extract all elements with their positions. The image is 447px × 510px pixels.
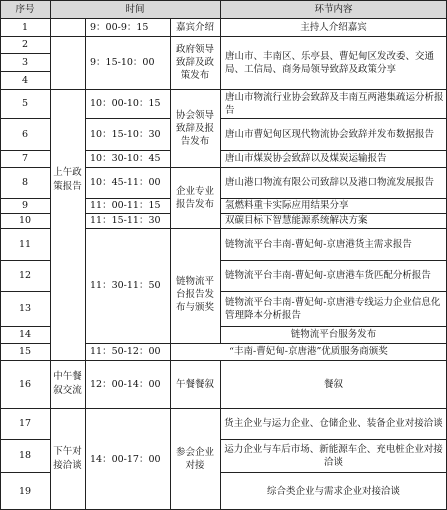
row-num-8: 8 [21,177,29,188]
session-noon-lunch: 中午餐叙交流 [53,371,82,396]
border-col-time [170,18,171,510]
row-content-5: 唐山市物流行业协会致辞及丰南互两港集疏运分析报告 [225,91,444,116]
border-row-14b [85,343,447,344]
header-num: 序号 [15,3,35,15]
row-num-4: 4 [21,74,29,86]
border-row-2 [0,53,50,54]
row-num-13: 13 [18,303,32,314]
row-num-9: 9 [21,200,29,211]
row-content-12: 链物流平台丰南-曹妃甸-京唐港车货匹配分析报告 [225,270,431,281]
border-row-5 [0,118,50,119]
border-row-6 [0,150,50,151]
border-header [0,18,447,19]
row-num-19: 19 [18,485,32,497]
border-row-17b [220,439,447,440]
border-row-11b [220,260,447,261]
row-content-11: 链物流平台丰南-曹妃甸-京唐港货主需求报告 [225,238,412,250]
border-row-16 [0,408,447,409]
row-time-2-4: 9：15-10：00 [90,57,155,68]
border-row-12b [220,291,447,292]
row-num-17: 17 [18,418,32,429]
row-time-15: 11：50-12：00 [90,346,161,357]
row-num-10: 10 [18,215,32,226]
border-row-13 [0,326,50,327]
border-left [0,0,1,510]
row-time-17-19: 14：00-17：00 [90,453,161,465]
border-row-9c [220,213,447,214]
border-col-session [85,18,86,510]
border-row-9 [0,213,50,214]
row-num-14: 14 [18,329,32,340]
row-time-1: 9：00-9：15 [90,21,149,33]
row-num-7: 7 [21,153,29,164]
row-num-1: 1 [21,21,29,33]
row-time-6: 10：15-10：30 [90,128,161,140]
row-content-16: 餐叙 [323,378,343,390]
row-num-2: 2 [21,39,29,50]
row-content-10: 双碳目标下智慧能源系统解决方案 [225,215,368,226]
row-num-11: 11 [18,238,32,250]
row-content-8: 唐山港口物流有限公司致辞以及港口物流发展报告 [225,177,435,188]
row-content-15: “丰南-曹妃甸-京唐港”优质服务商颁奖 [229,346,388,357]
border-row-18b [220,472,447,473]
border-row-6b [85,150,170,151]
row-content-14: 链物流平台服务发布 [290,329,377,340]
border-row-8c [220,198,447,199]
row-time-7: 10：30-10：45 [90,153,161,164]
border-row-8 [0,198,50,199]
border-row-18 [0,472,50,473]
session-afternoon: 下午对接洽谈 [53,446,82,471]
row-time-11-14: 11：30-11：50 [90,280,161,291]
row-content-6: 唐山市曹妃甸区现代物流协会致辞并发布数据报告 [225,128,435,140]
border-row-17 [0,439,50,440]
border-col-category-b [220,360,221,510]
row-time-9: 11：00-11：15 [90,200,161,211]
row-category-8-10: 企业专业报告发布 [175,185,214,210]
row-content-1: 主持人介绍嘉宾 [300,21,367,33]
border-row-15 [0,360,447,361]
row-num-12: 12 [18,270,32,281]
border-row-4 [0,89,447,90]
row-category-17-19: 参会企业对接 [175,447,214,471]
row-num-16: 16 [18,378,32,390]
border-row-1 [0,36,447,37]
row-content-17: 货主企业与运力企业、仓储企业、装备企业对接洽谈 [224,418,443,429]
border-row-9b [85,213,170,214]
border-row-14 [0,343,50,344]
row-time-8: 10：45-11：00 [90,177,161,188]
row-category-16: 午餐餐叙 [175,378,214,390]
border-row-3 [0,71,50,72]
border-row-8b [85,198,170,199]
border-top [0,0,447,1]
border-col-num [50,0,51,510]
row-content-13: 链物流平台丰南-曹妃甸-京唐港专线运力企业信息化管理降本分析报告 [225,296,441,321]
border-row-7b [85,167,447,168]
border-row-13b [220,326,447,327]
row-num-6: 6 [21,128,29,140]
row-content-19: 综合类企业与需求企业对接洽谈 [266,485,400,497]
border-row-5b [85,118,170,119]
row-category-11-15: 链物流平台报告发布与颁奖 [175,275,214,313]
border-row-10 [0,228,50,229]
border-row-10b [85,228,447,229]
row-time-5: 10：00-10：15 [90,98,161,109]
row-time-16: 12：00-14：00 [90,378,161,390]
header-time: 时间 [125,3,145,15]
row-content-7: 唐山市煤炭协会致辞以及煤炭运输报告 [225,153,387,164]
row-time-10: 11：15-11：30 [90,215,161,226]
row-content-18: 运力企业与车后市场、新能源车企、充电桩企业对接洽谈 [224,443,443,468]
border-row-7 [0,167,50,168]
row-content-9: 氢燃料重卡实际应用结果分享 [225,200,349,211]
border-row-6c [220,150,447,151]
border-row-5c [220,118,447,119]
row-num-15: 15 [18,346,32,357]
row-num-5: 5 [21,98,29,109]
border-row-12 [0,291,50,292]
border-row-11 [0,260,50,261]
row-num-3: 3 [21,56,29,68]
session-morning-policy: 上午政策报告 [53,167,82,192]
row-category-2-4: 政府领导致辞及政策发布 [175,44,214,81]
row-category-5-7: 协会领导致辞及报告发布 [175,109,214,147]
header-content: 环节内容 [314,3,353,15]
row-num-18: 18 [18,450,32,461]
row-content-2-4: 唐山市、丰南区、乐亭县、曹妃甸区发改委、交通局、工信局、商务局领导致辞及政策分享 [225,50,435,75]
row-category-1: 嘉宾介绍 [175,21,214,33]
